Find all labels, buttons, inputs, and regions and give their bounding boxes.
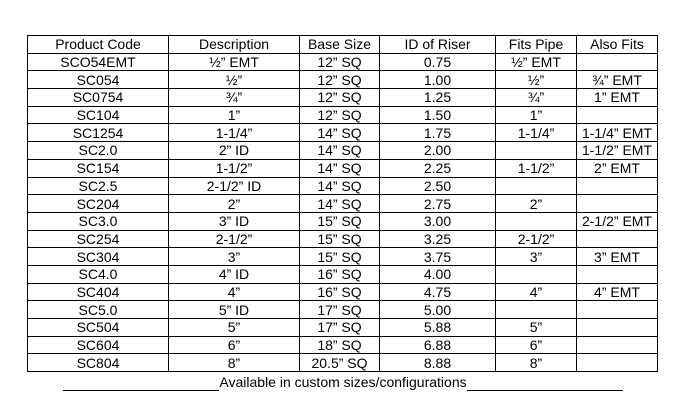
cell-description: 6” xyxy=(169,336,300,354)
table-row xyxy=(28,301,658,319)
cell-also-fits xyxy=(577,177,658,195)
cell-fits-pipe: 1” xyxy=(496,106,577,124)
cell-fits-pipe xyxy=(496,142,577,160)
cell-also-fits: 2-1/2” EMT xyxy=(577,212,658,230)
cell-product-code: SC3.0 xyxy=(28,212,169,230)
cell-also-fits xyxy=(577,53,658,71)
cell-product-code: SC254 xyxy=(28,230,169,248)
cell-fits-pipe xyxy=(496,265,577,283)
cell-id-of-riser: 1.75 xyxy=(380,124,496,142)
cell-base-size: 14” SQ xyxy=(300,195,380,213)
cell-also-fits xyxy=(577,265,658,283)
table-row xyxy=(28,230,658,248)
cell-base-size: 18” SQ xyxy=(300,336,380,354)
column-header-id-of-riser: ID of Riser xyxy=(380,36,496,54)
cell-fits-pipe: ½” xyxy=(496,71,577,89)
cell-description: 5” xyxy=(169,319,300,337)
cell-description: 1-1/4” xyxy=(169,124,300,142)
cell-also-fits: 1” EMT xyxy=(577,89,658,107)
cell-description: ¾” xyxy=(169,89,300,107)
cell-base-size: 14” SQ xyxy=(300,177,380,195)
cell-fits-pipe: 4” xyxy=(496,283,577,301)
cell-fits-pipe: ¾” xyxy=(496,89,577,107)
cell-id-of-riser: 1.00 xyxy=(380,71,496,89)
cell-base-size: 12” SQ xyxy=(300,53,380,71)
cell-also-fits: 1-1/2” EMT xyxy=(577,142,658,160)
cell-product-code: SC4.0 xyxy=(28,265,169,283)
cell-also-fits: 4” EMT xyxy=(577,283,658,301)
cell-product-code: SC0754 xyxy=(28,89,169,107)
product-spec-table xyxy=(27,35,658,372)
table-row xyxy=(28,283,658,301)
cell-description: 4” xyxy=(169,283,300,301)
cell-base-size: 17” SQ xyxy=(300,319,380,337)
table-row xyxy=(28,53,658,71)
cell-id-of-riser: 5.88 xyxy=(380,319,496,337)
cell-fits-pipe: 8” xyxy=(496,354,577,372)
table-row xyxy=(28,248,658,266)
cell-id-of-riser: 5.00 xyxy=(380,301,496,319)
table-row xyxy=(28,124,658,142)
cell-fits-pipe: 1-1/4” xyxy=(496,124,577,142)
cell-description: 2” ID xyxy=(169,142,300,160)
cell-id-of-riser: 6.88 xyxy=(380,336,496,354)
table-row xyxy=(28,106,658,124)
custom-sizes-footer xyxy=(63,373,623,391)
cell-description: 2” xyxy=(169,195,300,213)
cell-base-size: 15” SQ xyxy=(300,212,380,230)
cell-fits-pipe: ½” EMT xyxy=(496,53,577,71)
cell-id-of-riser: 8.88 xyxy=(380,354,496,372)
table-row xyxy=(28,142,658,160)
cell-base-size: 20.5” SQ xyxy=(300,354,380,372)
cell-base-size: 12” SQ xyxy=(300,106,380,124)
table-header-row xyxy=(28,36,658,54)
cell-also-fits: 1-1/4” EMT xyxy=(577,124,658,142)
cell-id-of-riser: 2.25 xyxy=(380,159,496,177)
cell-fits-pipe xyxy=(496,301,577,319)
cell-description: ½” EMT xyxy=(169,53,300,71)
cell-id-of-riser: 3.25 xyxy=(380,230,496,248)
cell-product-code: SC604 xyxy=(28,336,169,354)
footer-rule-right xyxy=(467,377,623,391)
cell-base-size: 12” SQ xyxy=(300,71,380,89)
cell-id-of-riser: 4.00 xyxy=(380,265,496,283)
cell-fits-pipe: 5” xyxy=(496,319,577,337)
column-header-also-fits: Also Fits xyxy=(577,36,658,54)
cell-description: 8” xyxy=(169,354,300,372)
cell-product-code: SC104 xyxy=(28,106,169,124)
cell-description: 5” ID xyxy=(169,301,300,319)
column-header-description: Description xyxy=(169,36,300,54)
cell-id-of-riser: 1.25 xyxy=(380,89,496,107)
cell-also-fits xyxy=(577,354,658,372)
cell-base-size: 16” SQ xyxy=(300,265,380,283)
cell-product-code: SC804 xyxy=(28,354,169,372)
cell-id-of-riser: 2.00 xyxy=(380,142,496,160)
cell-fits-pipe: 3” xyxy=(496,248,577,266)
cell-description: 2-1/2” xyxy=(169,230,300,248)
table-row xyxy=(28,89,658,107)
cell-base-size: 14” SQ xyxy=(300,142,380,160)
cell-product-code: SC154 xyxy=(28,159,169,177)
table-row xyxy=(28,71,658,89)
cell-id-of-riser: 1.50 xyxy=(380,106,496,124)
cell-also-fits xyxy=(577,230,658,248)
cell-id-of-riser: 3.00 xyxy=(380,212,496,230)
cell-fits-pipe xyxy=(496,177,577,195)
cell-also-fits xyxy=(577,301,658,319)
footer-rule-left xyxy=(63,377,219,391)
cell-product-code: SC2.0 xyxy=(28,142,169,160)
cell-product-code: SC2.5 xyxy=(28,177,169,195)
cell-id-of-riser: 3.75 xyxy=(380,248,496,266)
cell-description: ½” xyxy=(169,71,300,89)
cell-id-of-riser: 0.75 xyxy=(380,53,496,71)
column-header-base-size: Base Size xyxy=(300,36,380,54)
table-body xyxy=(28,53,658,371)
cell-description: 2-1/2” ID xyxy=(169,177,300,195)
cell-product-code: SC1254 xyxy=(28,124,169,142)
cell-also-fits: ¾” EMT xyxy=(577,71,658,89)
cell-product-code: SC054 xyxy=(28,71,169,89)
cell-fits-pipe: 2” xyxy=(496,195,577,213)
cell-product-code: SC404 xyxy=(28,283,169,301)
cell-description: 3” ID xyxy=(169,212,300,230)
cell-base-size: 16” SQ xyxy=(300,283,380,301)
cell-fits-pipe: 1-1/2” xyxy=(496,159,577,177)
footer-note: Available in custom sizes/configurations xyxy=(219,374,467,390)
table-row xyxy=(28,159,658,177)
column-header-fits-pipe: Fits Pipe xyxy=(496,36,577,54)
cell-description: 3” xyxy=(169,248,300,266)
table-row xyxy=(28,195,658,213)
cell-also-fits xyxy=(577,195,658,213)
cell-also-fits: 3” EMT xyxy=(577,248,658,266)
cell-product-code: SC504 xyxy=(28,319,169,337)
table-row xyxy=(28,265,658,283)
cell-product-code: SC5.0 xyxy=(28,301,169,319)
cell-also-fits xyxy=(577,106,658,124)
table-row xyxy=(28,319,658,337)
cell-base-size: 15” SQ xyxy=(300,248,380,266)
cell-base-size: 14” SQ xyxy=(300,159,380,177)
cell-base-size: 17” SQ xyxy=(300,301,380,319)
cell-also-fits: 2” EMT xyxy=(577,159,658,177)
cell-id-of-riser: 2.75 xyxy=(380,195,496,213)
table-row xyxy=(28,354,658,372)
cell-description: 1-1/2” xyxy=(169,159,300,177)
cell-base-size: 12” SQ xyxy=(300,89,380,107)
cell-id-of-riser: 4.75 xyxy=(380,283,496,301)
table-row xyxy=(28,212,658,230)
cell-description: 4” ID xyxy=(169,265,300,283)
cell-product-code: SCO54EMT xyxy=(28,53,169,71)
cell-fits-pipe xyxy=(496,212,577,230)
cell-id-of-riser: 2.50 xyxy=(380,177,496,195)
cell-base-size: 14” SQ xyxy=(300,124,380,142)
cell-product-code: SC204 xyxy=(28,195,169,213)
cell-also-fits xyxy=(577,336,658,354)
column-header-product-code: Product Code xyxy=(28,36,169,54)
cell-base-size: 15” SQ xyxy=(300,230,380,248)
cell-description: 1” xyxy=(169,106,300,124)
cell-fits-pipe: 6” xyxy=(496,336,577,354)
cell-fits-pipe: 2-1/2” xyxy=(496,230,577,248)
table-row xyxy=(28,177,658,195)
cell-product-code: SC304 xyxy=(28,248,169,266)
cell-also-fits xyxy=(577,319,658,337)
table-row xyxy=(28,336,658,354)
